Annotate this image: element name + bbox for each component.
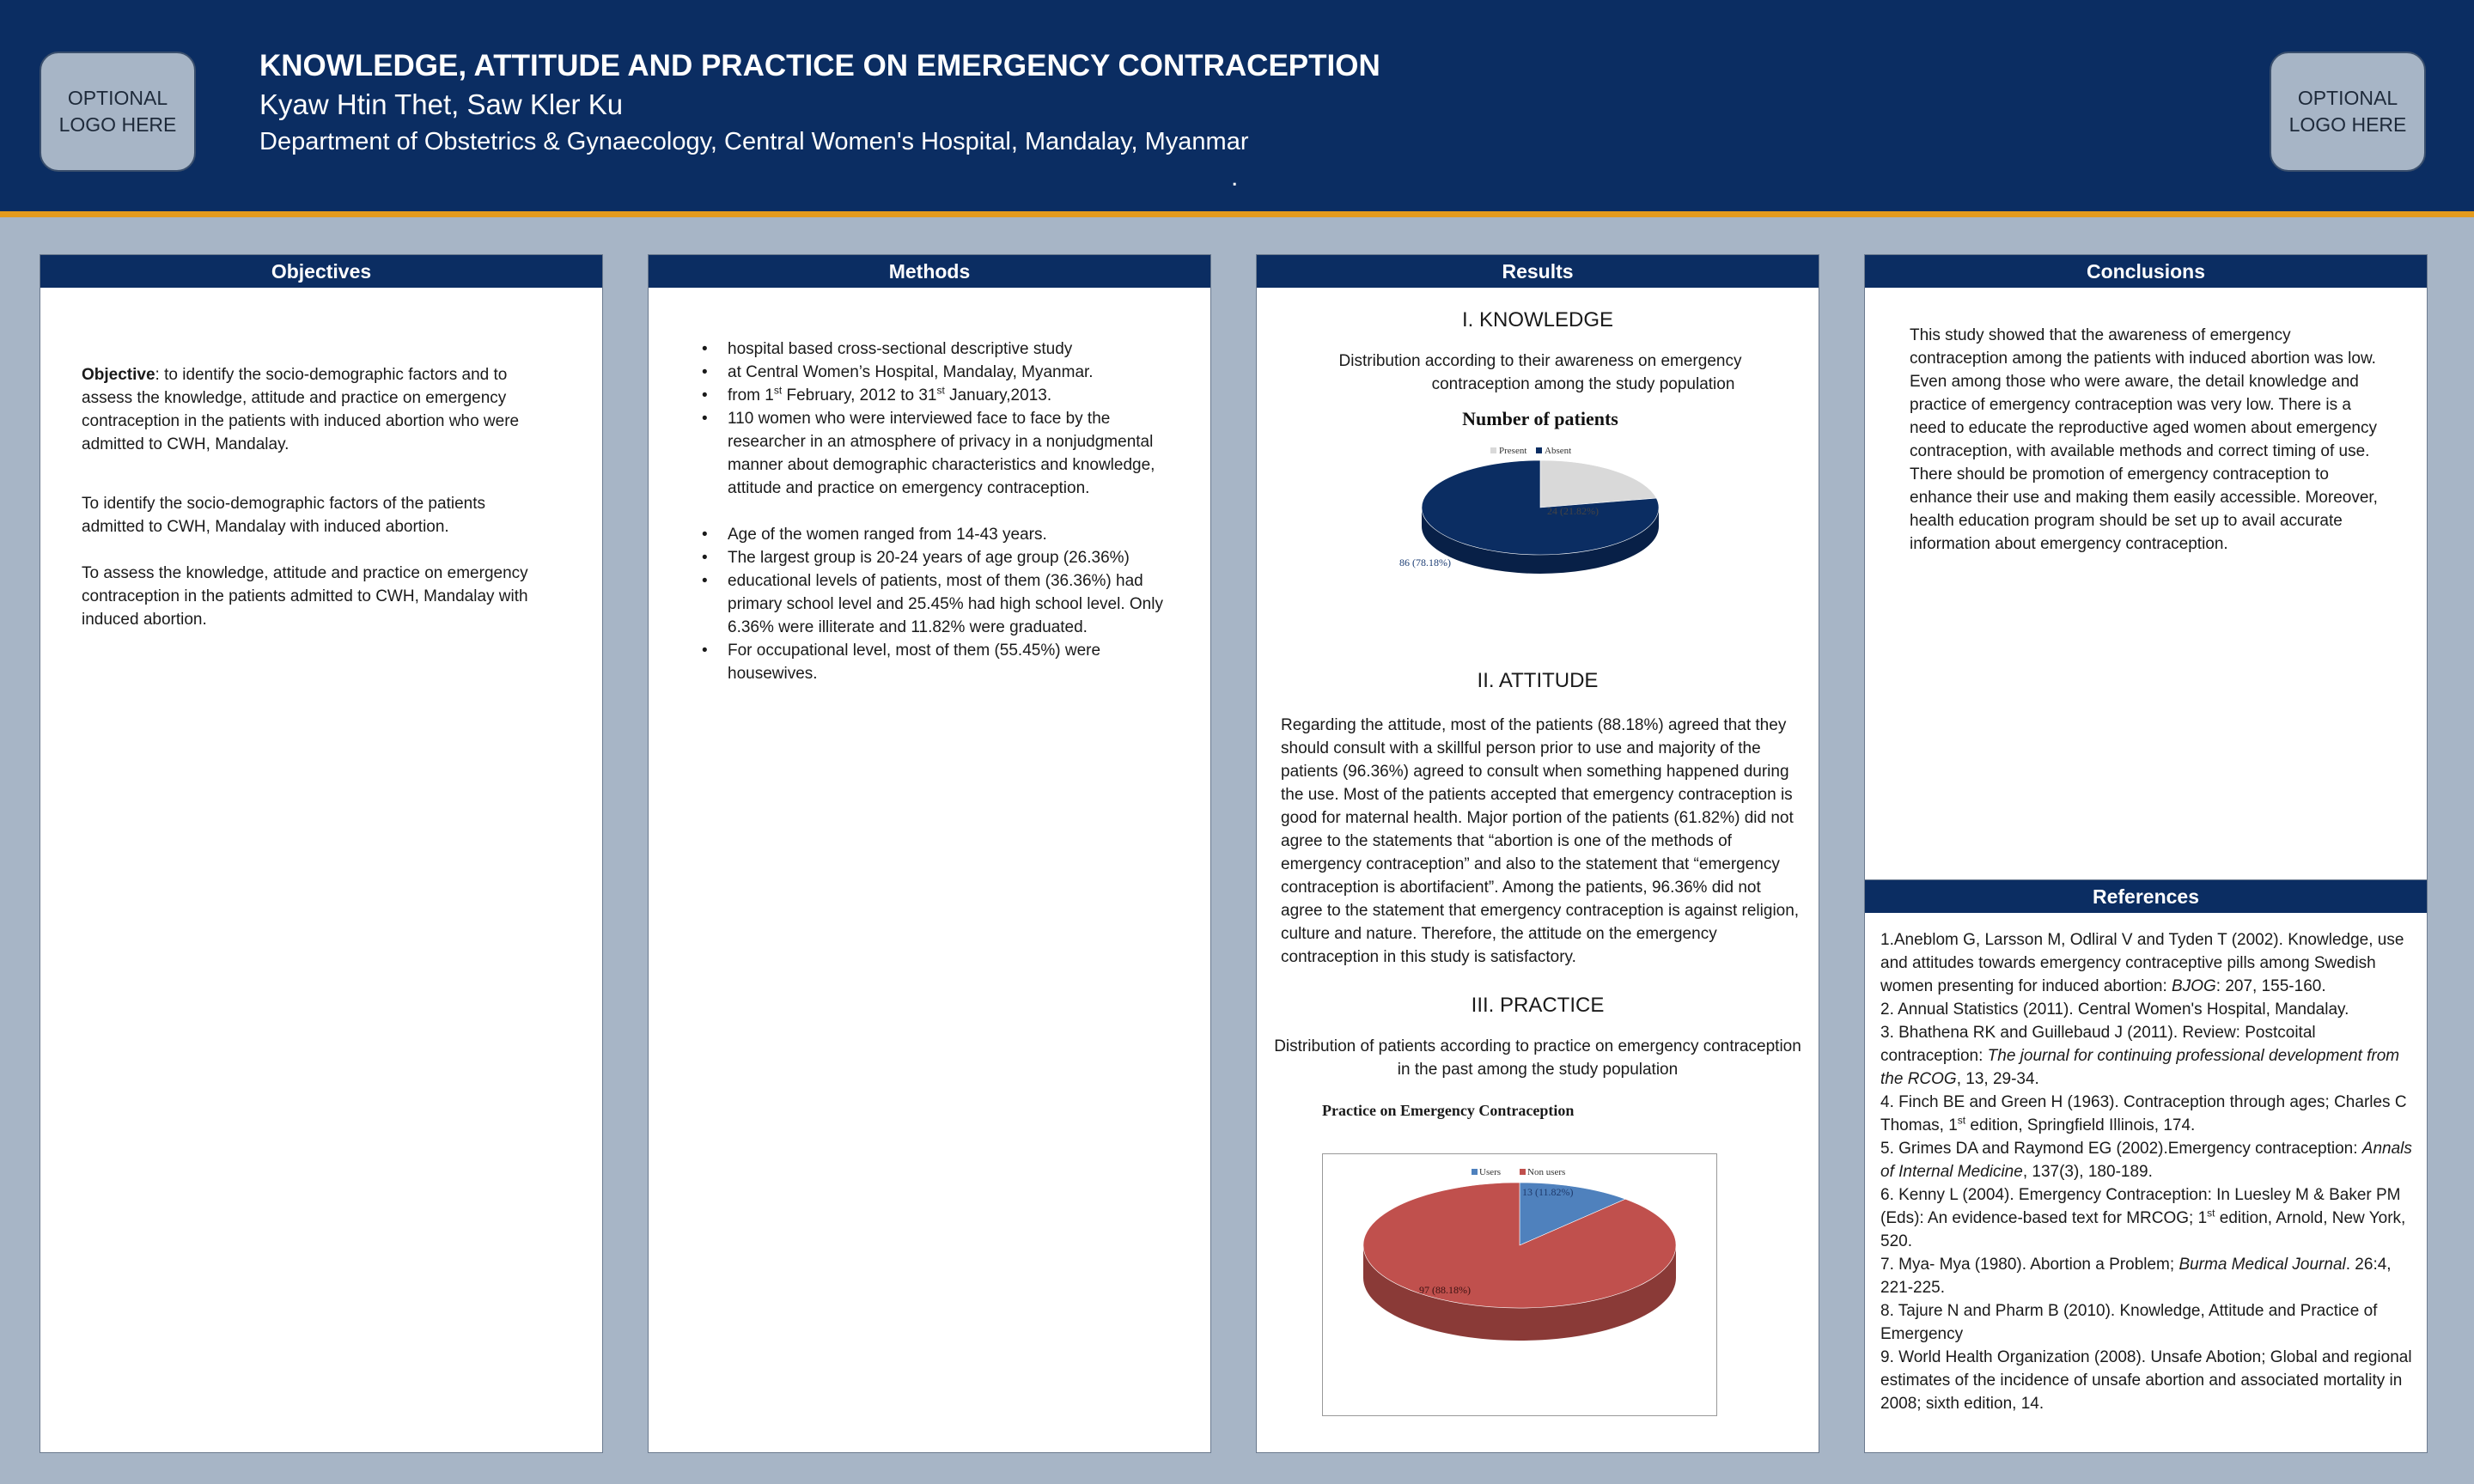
title-block [259,46,1380,160]
practice-title: III. PRACTICE [1471,994,1605,1017]
methods-item: • For occupational level, most of them (55.45%) were housewives. [728,639,1169,685]
reference-item: 5. Grimes DA and Raymond EG (2002).Emergency contraception: Annals of Internal Medicine, 137(3), 180-189. [1880,1140,2412,1181]
reference-item: 6. Kenny L (2004). Emergency Contraception: In Luesley M & Baker PM (Eds): An evidence-based text for MRCOG; 1st edition, Arnold, New York, 520. [1880,1186,2406,1250]
objective-text: : to identify the socio-demographic factors and to assess the knowledge, attitude and practice on emergency contraception in the patients with induced abortion who were admitted to CWH, Mandalay. [82,366,520,453]
conclusions-panel [1864,254,2428,881]
header-accent-stripe [0,211,2474,217]
practice-pie-chart [1322,1153,1717,1416]
objectives-panel [40,254,603,1453]
poster-title: KNOWLEDGE, ATTITUDE AND PRACTICE ON EMERGENCY CONTRACEPTION [259,49,1380,82]
methods-list-2 [692,523,1169,685]
attitude-text: Regarding the attitude, most of the patients (88.18%) agreed that they should consult with a skillful person prior to use and majority of the patients (96.36%) agreed to consult when something happened during the use. Most of the patients accepted that emergency contraception is good for maternal health. Major portion of the patients (61.82%) did not agree to the statements that “abortion is one of the methods of emergency contraception” and also to the statement that “emergency contraception is abortifacient”. Among the patients, 96.36% did not agree to the statement that emergency contraception is against religion, culture and nature. Therefore, the attitude on the emergency contraception in this study is satisfactory. [1281,716,1800,966]
methods-panel [648,254,1211,1453]
objective-label: Objective [82,366,155,384]
methods-item: • hospital based cross-sectional descriptive study [728,338,1169,361]
methods-item: • from 1st February, 2012 to 31st January,2013. [728,384,1169,407]
legend-label-non-users: Non users [1527,1167,1566,1177]
conclusions-text: This study showed that the awareness of emergency contraception among the patients with induced abortion was low. Even among those who were aware, the detail knowledge and practice of emergency contraception was very low. There is a need to educate the reproductive aged women about emergency contraception, with available methods and correct timing of use. There should be promotion of emergency contraception to enhance their use and making them easily accessible. Moreover, health education program should be set up to avail accurate information about emergency contraception. [1910,326,2378,553]
legend-label-present: Present [1499,446,1527,456]
header-dot: . [1231,163,1239,192]
legend-label-absent: Absent [1545,446,1572,456]
logo-placeholder-left: OPTIONAL LOGO HERE [40,52,196,172]
knowledge-label-present: 24 (21.82%) [1547,505,1599,517]
practice-chart-title: Practice on Emergency Contraception [1322,1102,1575,1119]
legend-swatch-absent [1536,447,1542,453]
methods-body [692,338,1169,685]
methods-item: • 110 women who were interviewed face to face by the researcher in an atmosphere of privacy in a nonjudgmental manner about demographic characteristics and knowledge, attitude and practice on emergency contraception. [728,407,1169,500]
logo-placeholder-right: OPTIONAL LOGO HERE [2270,52,2426,172]
knowledge-pie [1422,460,1659,574]
practice-caption: Distribution of patients according to practice on emergency contraception in the past among the study population [1274,1037,1801,1079]
knowledge-chart-title: Number of patients [1462,408,1618,429]
legend-swatch-present [1490,447,1496,453]
objectives-heading: Objectives [40,255,602,288]
legend-swatch-users [1472,1169,1478,1175]
methods-heading: Methods [649,255,1210,288]
methods-item: • Age of the women ranged from 14-43 years. [728,523,1169,546]
legend-swatch-non-users [1520,1169,1526,1175]
references-heading: References [1865,880,2427,913]
reference-item: 9. World Health Organization (2008). Unsafe Abotion; Global and regional estimates of the incidence of unsafe abortion and associated mortality in 2008; sixth edition, 14. [1880,1348,2412,1413]
reference-item: 2. Annual Statistics (2011). Central Women's Hospital, Mandalay. [1880,1000,2349,1019]
reference-item: 8. Tajure N and Pharm B (2010). Knowledge, Attitude and Practice of Emergency [1880,1302,2378,1343]
knowledge-label-absent: 86 (78.18%) [1399,556,1451,569]
objective-paragraph [82,363,545,456]
objective-paragraph-2: To identify the socio-demographic factors of the patients admitted to CWH, Mandalay with induced abortion. [82,495,485,536]
attitude-title: II. ATTITUDE [1477,669,1599,692]
methods-item: • educational levels of patients, most of them (36.36%) had primary school level and 25.45% had high school level. Only 6.36% were illiterate and 11.82% were graduated. [728,569,1169,639]
objectives-body [82,363,545,631]
practice-label-users: 13 (11.82%) [1522,1186,1574,1198]
reference-item: 1.Aneblom G, Larsson M, Odliral V and Tyden T (2002). Knowledge, use and attitudes towards emergency contraceptive pills among Swedish women presenting for induced abortion: BJOG: 207, 155-160. [1880,931,2404,995]
legend-label-users: Users [1479,1167,1502,1177]
knowledge-pie-chart [1386,406,1695,638]
references-panel [1864,879,2428,1453]
reference-item: 3. Bhathena RK and Guillebaud J (2011). Review: Postcoital contraception: The journal for continuing professional development from the RCOG, 13, 29-34. [1880,1024,2400,1088]
objective-paragraph-3: To assess the knowledge, attitude and practice on emergency contraception in the patients admitted to CWH, Mandalay with induced abortion. [82,564,528,629]
practice-pie-slice-1 [1363,1183,1676,1308]
methods-item: • at Central Women’s Hospital, Mandalay, Myanmar. [728,361,1169,384]
practice-label-non-users: 97 (88.18%) [1419,1284,1471,1296]
results-heading: Results [1257,255,1819,288]
references-list [1880,928,2413,1415]
results-panel [1256,254,1819,1453]
reference-item: 7. Mya- Mya (1980). Abortion a Problem; Burma Medical Journal. 26:4, 221-225. [1880,1256,2392,1297]
methods-list-1 [692,338,1169,500]
practice-pie [1363,1183,1676,1341]
knowledge-caption: Distribution according to their awareness on emergency contraception among the study population [1338,352,1742,393]
reference-item: 4. Finch BE and Green H (1963). Contraception through ages; Charles C Thomas, 1st edition, Springfield Illinois, 174. [1880,1093,2407,1134]
conclusions-heading: Conclusions [1865,255,2427,288]
poster-affiliation: Department of Obstetrics & Gynaecology, Central Women's Hospital, Mandalay, Myanmar [259,128,1249,155]
poster-authors: Kyaw Htin Thet, Saw Kler Ku [259,88,624,120]
methods-item: • The largest group is 20-24 years of age group (26.36%) [728,546,1169,569]
knowledge-title: I. KNOWLEDGE [1461,308,1614,331]
